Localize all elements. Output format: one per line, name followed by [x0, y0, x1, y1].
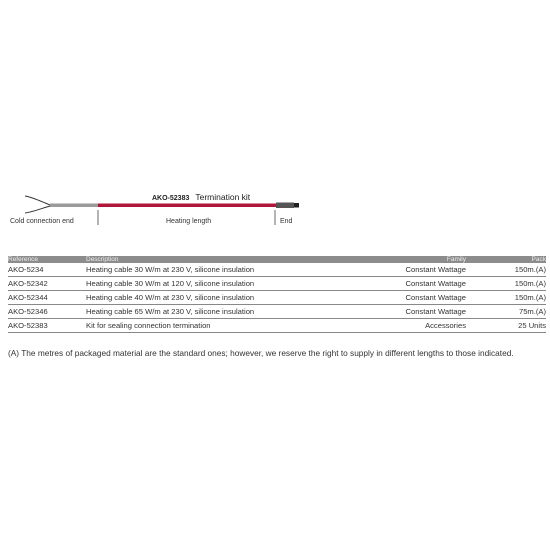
kit-code: AKO-52383: [152, 195, 190, 202]
cell-reference: AKO-52383: [8, 319, 86, 333]
cold-section: [50, 204, 98, 208]
kit-title: Termination kit: [195, 192, 251, 202]
end-label: End: [280, 218, 293, 225]
cell-family: Constant Wattage: [346, 305, 466, 319]
cold-end-label: Cold connection end: [10, 218, 74, 225]
heating-length-label: Heating length: [166, 218, 212, 225]
termination-kit: [276, 203, 294, 209]
cell-reference: AKO-5234: [8, 263, 86, 277]
product-table: [8, 256, 546, 333]
table-row: [8, 263, 546, 277]
cell-family: Constant Wattage: [346, 277, 466, 291]
kit-label: [152, 192, 250, 202]
cell-pack: 150m.(A): [466, 277, 546, 291]
table-row: [8, 319, 546, 333]
cell-reference: AKO-52344: [8, 291, 86, 305]
header-family: Family: [346, 256, 466, 263]
cell-pack: 75m.(A): [466, 305, 546, 319]
cell-family: Accessories: [346, 319, 466, 333]
cell-description: Heating cable 30 W/m at 230 V, silicone insulation: [86, 263, 346, 277]
cell-pack: 150m.(A): [466, 291, 546, 305]
cell-family: Constant Wattage: [346, 291, 466, 305]
cell-description: Heating cable 65 W/m at 230 V, silicone insulation: [86, 305, 346, 319]
cell-family: Constant Wattage: [346, 263, 466, 277]
termination-cap: [294, 203, 299, 208]
cable-illustration: [0, 185, 550, 235]
cell-description: Heating cable 40 W/m at 230 V, silicone insulation: [86, 291, 346, 305]
header-description: Description: [86, 256, 346, 263]
table-row: [8, 277, 546, 291]
table-header: [8, 256, 546, 263]
header-pack: Pack: [466, 256, 546, 263]
cell-pack: 25 Units: [466, 319, 546, 333]
table-row: [8, 291, 546, 305]
cell-pack: 150m.(A): [466, 263, 546, 277]
cell-description: Kit for sealing connection termination: [86, 319, 346, 333]
table-row: [8, 305, 546, 319]
cell-description: Heating cable 30 W/m at 120 V, silicone insulation: [86, 277, 346, 291]
header-reference: Reference: [8, 256, 86, 263]
heating-section: [98, 204, 276, 208]
cell-reference: AKO-52342: [8, 277, 86, 291]
wire-end-upper: [25, 196, 50, 205]
footnote: (A) The metres of packaged material are the standard ones; however, we reserve the right to supply in different lengths to those indicated.: [8, 348, 514, 359]
wire-end-lower: [25, 206, 50, 213]
cell-reference: AKO-52346: [8, 305, 86, 319]
